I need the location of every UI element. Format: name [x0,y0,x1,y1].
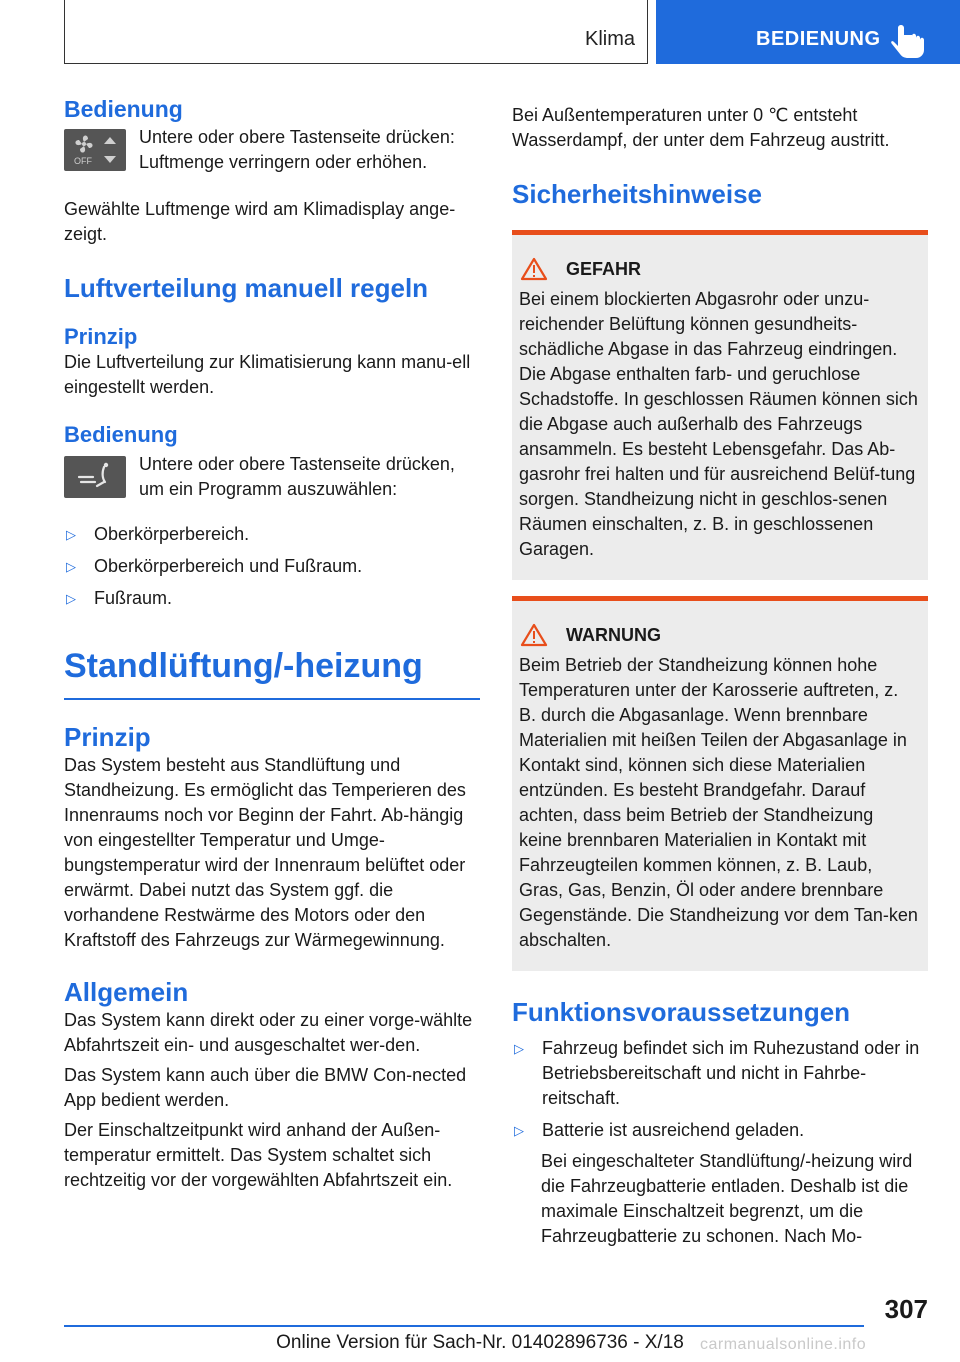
battery-note-text: Bei eingeschalteter Standlüftung/-heizung wird die Fahrzeugbatterie entladen. Deshalb ist die maximale Einschaltzeit begrenzt, um die Fahrzeugbatterie zu schonen. Nach Mo- [541,1151,913,1246]
list-item: ▷ Oberkörperbereich. [64,522,480,547]
allgemein-text-3: Der Einschaltzeitpunkt wird anhand der Außen-temperatur ermittelt. Das System schaltet sich rechtzeitig vor der vorgewählten Abfahrtszeit ein. [64,1119,453,1190]
heading-sicherheitshinweise: Sicherheitshinweise [512,179,762,209]
intro-text: Bei Außentemperaturen unter 0 ℃ entsteht Wasserdampf, der unter dem Fahrzeug austritt. [512,105,890,150]
allgemein-text-1: Das System kann direkt oder zu einer vorge-wählte Abfahrtszeit ein- und ausgeschaltet wer-den. [64,1009,473,1055]
footer-divider [64,1325,864,1327]
program-list [64,522,480,611]
fan-operation-text: Untere oder obere Tastenseite drücken: Luftmenge verringern oder erhöhen. [139,127,455,172]
danger-box [512,230,928,580]
bullet-triangle-icon: ▷ [66,591,76,606]
warning-box [512,596,928,971]
header-chapter-tab[interactable] [656,0,960,64]
heading-luftverteilung: Luftverteilung manuell regeln [64,273,429,303]
warning-text: Beim Betrieb der Standheizung können hohe Temperaturen unter der Karosserie auftreten, z. B. durch die Abgasanlage. Wenn brennbare Materialien mit heißen Teilen der Abgasanlage in Kontakt sind, können sich diese Materialien entzünden. Es besteht Brandgefahr. Darauf achten, dass beim Betrieb der Standheizung keine brennbaren Materialien in Kontakt mit Fahrzeugteilen kommen können, z. B. Laub, Gras, Gas, Benzin, Öl oder andere brennbare Gegenstände. Die Standheizung vor dem Tan-ken abschalten. [519,655,918,950]
bullet-triangle-icon: ▷ [514,1041,524,1056]
distribution-operation-row [64,452,480,502]
heading-standlueftung: Standlüftung/-heizung [64,647,423,685]
svg-text:OFF: OFF [74,156,92,166]
fan-icon [64,129,126,171]
list-item: ▷ Oberkörperbereich und Fußraum. [64,554,480,579]
fan-button-icon [64,129,126,171]
bullet-triangle-icon: ▷ [66,527,76,542]
air-distribution-icon [64,456,126,498]
allgemein-text-2: Das System kann auch über die BMW Con-nected App bedient werden. [64,1064,467,1110]
distribution-operation-text: Untere oder obere Tastenseite drücken, um ein Programm auszuwählen: [139,454,455,499]
warning-triangle-icon [520,257,548,281]
list-item: ▷ Fußraum. [64,586,480,611]
heading-allgemein: Allgemein [64,976,189,1007]
warning-heading: WARNUNG [519,623,920,647]
heading-bedienung-1: Bedienung [64,96,183,122]
page-number: 307 [884,1294,928,1324]
bullet-triangle-icon: ▷ [66,559,76,574]
list-item: ▷ Fahrzeug befindet sich im Ruhezustand oder in Betriebsbereitschaft und nicht in Fahrbe-reitschaft. [512,1036,928,1111]
hand-pointer-icon [890,24,930,60]
right-column [512,96,928,1249]
air-distribution-button-icon [64,456,126,498]
header-chapter-label: BEDIENUNG [756,28,881,50]
danger-text: Bei einem blockierten Abgasrohr oder unzu-reichender Belüftung können gesundheits-schädliche Abgase in das Fahrzeug eindringen. Die Abgase enthalten farb- und geruchlose Schadstoffe. In geschlossen Räumen können sich die Abgase auch außerhalb des Fahrzeugs ansammeln. Es besteht Lebensgefahr. Das Ab-gasrohr frei halten und für ausreichend Belüf-tung sorgen. Standheizung nicht in geschlos-senen Räumen einschalten, z. B. in geschlossenen Garagen. [519,289,918,559]
section-divider [64,698,480,700]
list-item: ▷ Batterie ist ausreichend geladen. [512,1118,928,1143]
watermark-logo: carmanualsonline.info [700,1336,867,1353]
fan-operation-row [64,125,480,175]
bullet-triangle-icon: ▷ [514,1123,524,1138]
prinzip-1-text: Die Luftverteilung zur Klimatisierung kann manu-ell eingestellt werden. [64,352,471,397]
heading-prinzip-1: Prinzip [64,324,138,349]
prinzip-2-text: Das System besteht aus Standlüftung und Standheizung. Es ermöglicht das Temperieren des Innenraums noch vor Beginn der Fahrt. Ab-hängig von eingestellter Temperatur und Umge-bungstemperatur wird der Innenraum belüftet oder erwärmt. Dabei nutzt das System ggf. die vorhandene Restwärme des Motors oder den Kraftstoff des Fahrzeugs zur Wärmegewinnung. [64,754,466,950]
heading-funktionsvoraussetzungen: Funktionsvoraussetzungen [512,997,851,1027]
danger-heading: GEFAHR [519,257,920,281]
footer-version-text: Online Version für Sach-Nr. 01402896736 - X/18 [276,1332,684,1353]
heading-prinzip-2: Prinzip [64,721,151,752]
left-column [64,96,480,1193]
prerequisite-list [512,1036,928,1249]
heading-bedienung-2: Bedienung [64,422,178,447]
warning-triangle-icon [520,623,548,647]
header-section-box [64,0,648,64]
gewaehlte-text: Gewählte Luftmenge wird am Klimadisplay ange-zeigt. [64,199,456,244]
header-section-title: Klima [584,28,635,50]
